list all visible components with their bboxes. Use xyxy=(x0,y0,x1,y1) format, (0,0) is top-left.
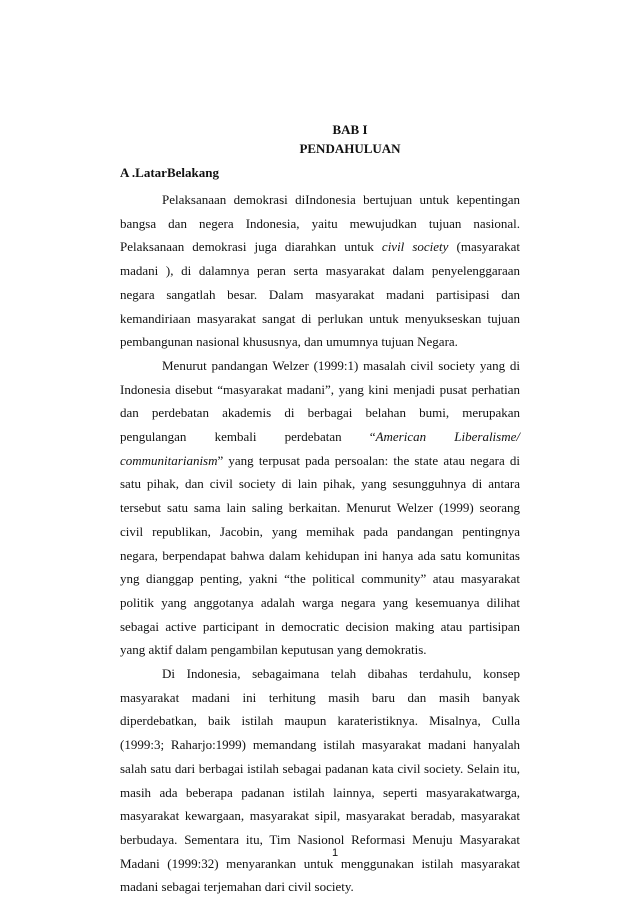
chapter-number: BAB I xyxy=(332,122,368,137)
paragraph-1: Pelaksanaan demokrasi diIndonesia bertujuan untuk kepentingan bangsa dan negera Indonesia, yaitu mewujudkan tujuan nasional. Pelaksanaan demokrasi juga diarahkan untuk civil society (masyarakat madani ), di dalamnya peran serta masyarakat dalam penyelenggaraan negara sangatlah besar. Dalam masyarakat madani partisipasi dan kemandiriaan masyarakat sangat di perlukan untuk menyukseskan tujuan pembangunan nasional khususnya, dan umumnya tujuan Negara. xyxy=(120,192,521,350)
body-text xyxy=(120,188,520,899)
emphasis-civil-society: civil society xyxy=(381,239,449,255)
chapter-title: PENDAHULUAN xyxy=(299,141,401,156)
paragraph-2: Menurut pandangan Welzer (1999:1) masalah civil society yang di Indonesia disebut “masyarakat madani”, yang kini menjadi pusat perhatian dan perdebatan akademis di berbagai belahan bumi, merupakan pengulangan kembali perdebatan “American Liberalisme/ communitarianism” yang terpusat pada persoalan: the state atau negara di satu pihak, dan civil society di lain pihak, yang sesungguhnya di antara tersebut satu sama lain saling berkaitan. Menurut Welzer (1999) seorang civil republikan, Jacobin, yang memihak pada pandangan pentingnya negara, berpendapat bahwa dalam kehidupan ini hanya ada satu komunitas yng dianggap penting, yakni “the political community” atau masyarakat politik yang anggotanya adalah warga negara yang kesemuanya dilihat sebagai active participant in democratic decision making atau partisipan yang aktif dalam pengambilan keputusan yang demokratis. xyxy=(120,357,521,658)
paragraph-3: Di Indonesia, sebagaimana telah dibahas terdahulu, konsep masyarakat madani ini terhitung masih baru dan masih banyak diperdebatkan, baik istilah maupun karateristiknya. Misalnya, Culla (1999:3; Raharjo:1999) memandang istilah masyarakat madani hanyalah salah satu dari berbagai istilah sebagai padanan kata civil society. Selain itu, masih ada beberapa padanan istilah lainnya, seperti masyarakatwarga, masyarakat kewargaan, masyarakat sipil, masyarakat beradab, masyarakat berbudaya. Sementara itu, Tim Nasionol Reformasi Menuju Masyarakat Madani (1999:32) menyarankan untuk menggunakan istilah masyarakat madani sebagai terjemahan dari civil society. xyxy=(120,666,520,895)
emphasis-liberalisme: American Liberalisme/ communitarianism xyxy=(120,429,521,468)
section-heading: A .LatarBelakang xyxy=(120,165,219,180)
page-number: 1 xyxy=(331,847,339,859)
